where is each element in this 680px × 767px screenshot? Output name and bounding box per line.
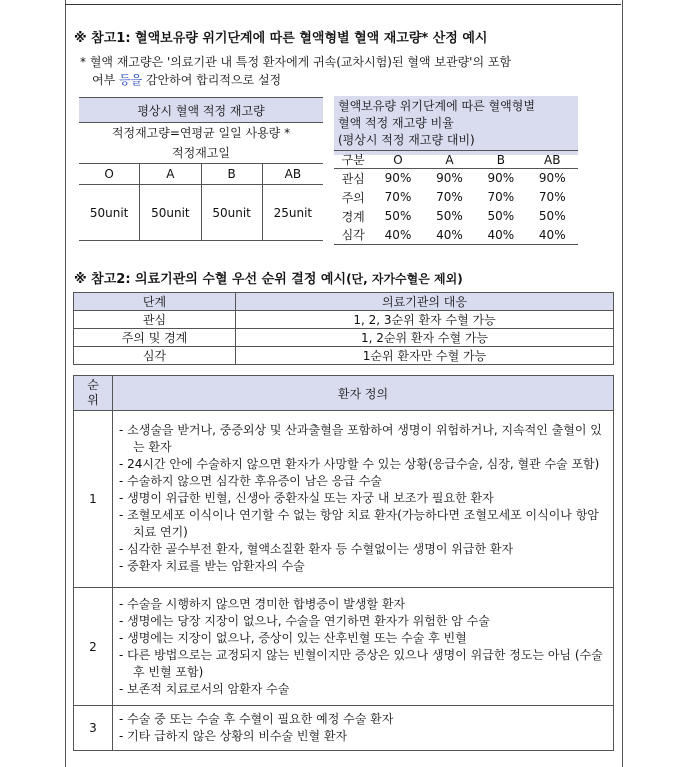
ratio-cell: 70% (487, 190, 515, 204)
rank-cell-3: 3 (74, 706, 113, 751)
col-O: O (79, 164, 140, 185)
definition-item: - 중환자 치료를 받는 암환자의 수술 (119, 558, 305, 573)
value-O: 50unit (79, 185, 140, 241)
crisis-ratio-header-3: (평상시 적정 재고량 대비) (338, 133, 475, 147)
ratio-cell: 50% (384, 209, 412, 223)
ref2-title-suffix: (단, 자가수혈은 제외) (346, 272, 463, 286)
definition-cell-2 (113, 588, 614, 706)
ratio-cell: 90% (436, 171, 463, 186)
ref1-note-line2 (80, 71, 612, 89)
definition-item: - 수술하지 않으면 심각한 후유증이 남은 응급 수술 (119, 473, 382, 488)
ratio-col-O: O (372, 151, 423, 169)
rank-cell-1: 1 (74, 411, 113, 588)
response-col-header: 의료기관의 대응 (236, 293, 614, 311)
definition-col-header: 환자 정의 (113, 376, 614, 411)
ratio-stage-cell: 관심 (341, 171, 365, 186)
definition-item: - 심각한 골수부전 환자, 혈액소질환 환자 등 수혈없이는 생명이 위급한 환자 (119, 541, 514, 556)
note-text-c: 감안하여 합리적으로 설정 (142, 73, 282, 87)
ratio-stage-cell: 주의 (341, 190, 365, 205)
ratio-cell: 50% (436, 209, 463, 223)
crisis-ratio-header-1: 혈액보유량 위기단계에 따른 혈액형별 (338, 99, 535, 113)
note-text-a: 여부 (92, 73, 119, 87)
ratio-stage-cell: 경계 (341, 209, 365, 224)
response-cell: 1순위 환자만 수혈 가능 (236, 347, 614, 365)
definition-cell-1 (113, 411, 614, 588)
ratio-cell: 40% (475, 226, 526, 245)
priority-table (73, 375, 614, 751)
ratio-cell: 40% (527, 226, 578, 245)
definition-item: - 수술 중 또는 수술 후 수혈이 필요한 예정 수술 환자 (119, 712, 394, 726)
col-A: A (140, 164, 201, 185)
definition-item: - 생명에는 당장 지장이 없으나, 수술을 연기하면 환자가 위험한 암 수술 (119, 613, 490, 628)
crisis-ratio-header (334, 96, 578, 155)
value-AB: 25unit (262, 185, 323, 241)
ratio-cell: 40% (372, 226, 423, 245)
definition-item: - 생명이 위급한 빈혈, 신생아 중환자실 또는 자궁 내 보조가 필요한 환자 (119, 490, 494, 505)
ratio-col-stage: 구분 (334, 151, 372, 169)
note-text-highlight: 등을 (119, 73, 143, 87)
ratio-cell: 70% (384, 190, 412, 204)
value-B: 50unit (201, 185, 262, 241)
crisis-ratio-table (334, 150, 578, 245)
rank-col-header (74, 376, 113, 411)
ref2-title-row (74, 268, 614, 287)
definition-cell-3 (113, 706, 614, 751)
stage-cell: 관심 (74, 311, 236, 329)
rank-col-header-2: 위 (87, 393, 99, 407)
ref2-title: ※ 참고2: 의료기관의 수혈 우선 순위 결정 예시 (74, 272, 347, 287)
definition-item: - 보존적 치료로서의 암환자 수술 (119, 681, 290, 696)
ratio-cell: 70% (538, 190, 566, 204)
optimal-stock-formula-1: 적정재고량=연평균 일일 사용량 * (111, 126, 291, 140)
ratio-cell: 40% (424, 226, 475, 245)
col-B: B (201, 164, 262, 185)
optimal-stock-formula-2: 적정재고일 (79, 143, 323, 164)
col-AB: AB (262, 164, 323, 185)
ratio-col-B: B (475, 151, 526, 169)
stage-response-table (73, 292, 614, 365)
definition-item: - 수술을 시행하지 않으면 경미한 합병증이 발생할 환자 (119, 596, 406, 611)
definition-item: - 조혈모세포 이식이나 연기할 수 없는 항암 치료 환자(가능하다면 조혈모세포 이식이나 항암치료 연기) (119, 507, 599, 539)
rank-cell-2: 2 (74, 588, 113, 706)
definition-item: - 소생술을 받거나, 중증외상 및 산과출혈을 포함하여 생명이 위험하거나, 지속적인 출혈이 있는 환자 (119, 422, 602, 454)
definition-item: - 생명에는 지장이 없으나, 증상이 있는 산후빈혈 또는 수술 후 빈혈 (119, 630, 467, 645)
top-rule (65, 4, 621, 5)
ratio-cell: 70% (436, 190, 463, 204)
ratio-stage-cell: 심각 (334, 226, 372, 245)
ratio-cell: 90% (538, 171, 566, 186)
stage-cell: 주의 및 경계 (74, 329, 236, 347)
optimal-stock-header: 평상시 혈액 적정 재고량 (79, 98, 323, 123)
ratio-cell: 50% (538, 209, 566, 223)
stage-col-header: 단계 (74, 293, 236, 311)
definition-item: - 기타 급하지 않은 상황의 비수술 빈혈 환자 (119, 729, 348, 743)
optimal-stock-table (79, 97, 323, 241)
rank-col-header-1: 순 (87, 378, 99, 392)
crisis-ratio-header-2: 혈액 적정 재고량 비율 (338, 116, 454, 130)
ratio-cell: 90% (487, 171, 515, 186)
ref1-title: ※ 참고1: 혈액보유량 위기단계에 따른 혈액형별 혈액 재고량* 산정 예시 (74, 31, 488, 46)
ratio-cell: 90% (384, 171, 412, 186)
ratio-col-A: A (424, 151, 475, 169)
definition-item: - 다른 방법으로는 교정되지 않는 빈혈이지만 증상은 있으나 생명이 위급한 정도는 아님 (수술 후 빈혈 포함) (119, 647, 603, 679)
ref1-note-line1: * 혈액 재고량은 '의료기관 내 특정 환자에게 귀속(교차시험)된 혈액 보관량'의 포함 (80, 55, 512, 69)
ratio-cell: 50% (487, 209, 515, 223)
definition-item: - 24시간 안에 수술하지 않으면 환자가 사망할 수 있는 상황(응급수술, 심장, 혈관 수술 포함) (119, 456, 600, 471)
ref1-note (80, 53, 612, 89)
stage-cell: 심각 (74, 347, 236, 365)
response-cell: 1, 2, 3순위 환자 수혈 가능 (236, 311, 614, 329)
value-A: 50unit (140, 185, 201, 241)
response-cell: 1, 2순위 환자 수혈 가능 (236, 329, 614, 347)
ratio-col-AB: AB (527, 151, 578, 169)
